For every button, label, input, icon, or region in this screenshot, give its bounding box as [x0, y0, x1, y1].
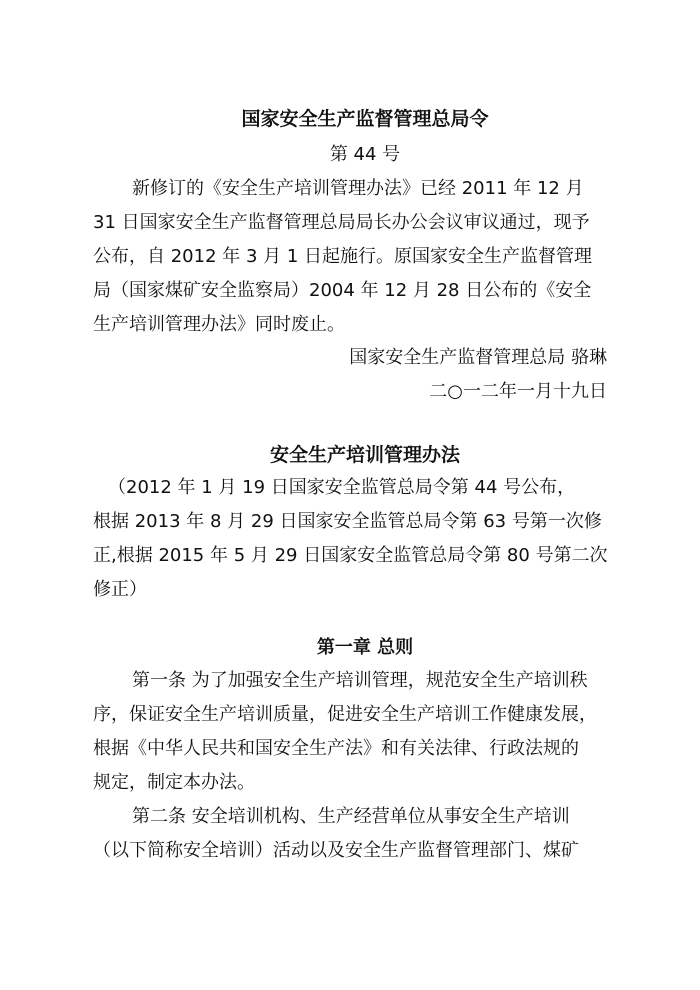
- revision-note-line: （2012 年 1 月 19 日国家安全监管总局令第 44 号公布，: [108, 477, 576, 498]
- decree-body-line: 31 日国家安全生产监督管理总局局长办公会议审议通过，现予: [93, 212, 590, 233]
- article-1-line: 规定，制定本办法。: [93, 772, 255, 793]
- decree-body-line: 公布，自 2012 年 3 月 1 日起施行。原国家安全生产监督管理: [93, 246, 593, 267]
- revision-note-line: 正,根据 2015 年 5 月 29 日国家安全监管总局令第 80 号第二次: [93, 545, 608, 566]
- article-1-line: 序，保证安全生产培训质量，促进安全生产培训工作健康发展，: [93, 704, 597, 725]
- decree-body-line: 生产培训管理办法》同时废止。: [93, 314, 345, 335]
- decree-body-line: 新修订的《安全生产培训管理办法》已经 2011 年 12 月: [132, 178, 584, 199]
- article-2-line: （以下简称安全培训）活动以及安全生产监督管理部门、煤矿: [93, 840, 579, 861]
- article-1-line: 第一条 为了加强安全生产培训管理，规范安全生产培训秩: [132, 670, 588, 691]
- article-2-line: 第二条 安全培训机构、生产经营单位从事安全生产培训: [132, 806, 570, 827]
- decree-number: 第 44 号: [329, 144, 401, 165]
- chapter-heading: 第一章 总则: [316, 637, 414, 658]
- revision-note-line: 根据 2013 年 8 月 29 日国家安全监管总局令第 63 号第一次修: [93, 511, 602, 532]
- decree-issuer-title: 国家安全生产监督管理总局令: [241, 108, 489, 130]
- decree-signature: 国家安全生产监督管理总局 骆琳: [349, 347, 607, 368]
- decree-date: 二○一二年一月十九日: [429, 381, 607, 402]
- decree-body-line: 局（国家煤矿安全监察局）2004 年 12 月 28 日公布的《安全: [93, 280, 592, 301]
- revision-note-line: 修正）: [93, 579, 147, 600]
- regulation-title: 安全生产培训管理办法: [269, 444, 460, 466]
- article-1-line: 根据《中华人民共和国安全生产法》和有关法律、行政法规的: [93, 738, 579, 759]
